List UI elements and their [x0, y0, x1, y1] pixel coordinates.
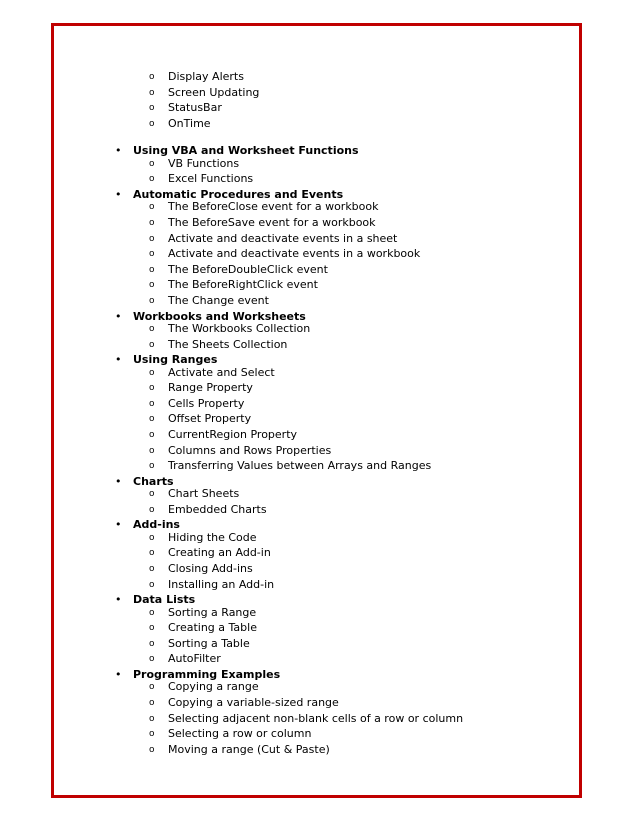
sub-list-item [0, 652, 638, 666]
hollow-circle-bullet-icon: o [149, 367, 155, 378]
sub-list-item [0, 381, 638, 395]
hollow-circle-bullet-icon: o [149, 429, 155, 440]
sub-list-item-label: StatusBar [168, 101, 222, 115]
sub-list-item [0, 294, 638, 308]
sub-list-item-label: The BeforeRightClick event [168, 278, 318, 292]
sub-list-item [0, 397, 638, 411]
sub-list-item [0, 680, 638, 694]
hollow-circle-bullet-icon: o [149, 202, 155, 213]
hollow-circle-bullet-icon: o [149, 638, 155, 649]
sub-list-item-label: Closing Add-ins [168, 561, 253, 575]
hollow-circle-bullet-icon: o [149, 579, 155, 590]
section-heading-label: Charts [133, 474, 174, 488]
sub-list-item [0, 366, 638, 380]
sub-list-item [0, 101, 638, 115]
sub-list-item [0, 637, 638, 651]
sub-list-item [0, 263, 638, 277]
sub-list-item [0, 727, 638, 741]
filled-circle-bullet-icon: • [115, 353, 122, 367]
sub-list-item [0, 621, 638, 635]
hollow-circle-bullet-icon: o [149, 532, 155, 543]
filled-circle-bullet-icon: • [115, 309, 122, 323]
sub-list-item-label: Activate and deactivate events in a sheet [168, 231, 398, 245]
sub-list-item-label: Installing an Add-in [168, 577, 275, 591]
hollow-circle-bullet-icon: o [149, 280, 155, 291]
sub-list-item-label: The BeforeSave event for a workbook [168, 215, 376, 229]
hollow-circle-bullet-icon: o [149, 607, 155, 618]
sub-list-item-label: The Change event [168, 293, 269, 307]
section-heading-label: Using Ranges [133, 353, 218, 367]
sub-list-item-label: Cells Property [168, 396, 245, 410]
sub-list-item [0, 428, 638, 442]
hollow-circle-bullet-icon: o [149, 563, 155, 574]
filled-circle-bullet-icon: • [115, 144, 122, 158]
sub-list-item-label: Activate and deactivate events in a workbook [168, 247, 421, 261]
hollow-circle-bullet-icon: o [149, 744, 155, 755]
hollow-circle-bullet-icon: o [149, 729, 155, 740]
hollow-circle-bullet-icon: o [149, 339, 155, 350]
sub-list-item-label: Display Alerts [168, 70, 244, 83]
sub-list-item [0, 531, 638, 545]
sub-list-item [0, 172, 638, 186]
sub-list-item [0, 578, 638, 592]
sub-list-item-label: VB Functions [168, 156, 240, 170]
sub-list-item-label: Transferring Values between Arrays and Ranges [168, 459, 432, 473]
sub-list-item-label: Selecting a row or column [168, 727, 312, 741]
sub-list-item-label: Sorting a Table [168, 636, 250, 650]
hollow-circle-bullet-icon: o [149, 174, 155, 185]
hollow-circle-bullet-icon: o [149, 414, 155, 425]
sub-list-item [0, 232, 638, 246]
sub-list-item-label: Creating a Table [168, 621, 257, 635]
filled-circle-bullet-icon: • [115, 187, 122, 201]
sub-list-item-label: The BeforeClose event for a workbook [168, 200, 379, 214]
sub-list-item-label: The BeforeDoubleClick event [168, 262, 328, 276]
sub-list-item-label: Hiding the Code [168, 530, 257, 544]
sub-list-item [0, 743, 638, 757]
sub-list-item-label: OnTime [168, 116, 211, 130]
hollow-circle-bullet-icon: o [149, 398, 155, 409]
sub-list-item-label: Moving a range (Cut & Paste) [168, 742, 330, 756]
sub-list-item-label: Creating an Add-in [168, 546, 271, 560]
sub-list-item-label: Columns and Rows Properties [168, 443, 332, 457]
hollow-circle-bullet-icon: o [149, 682, 155, 693]
filled-circle-bullet-icon: • [115, 474, 122, 488]
sub-list-item-label: Sorting a Range [168, 605, 257, 619]
sub-list-item-label: Chart Sheets [168, 487, 240, 501]
sub-list-item [0, 546, 638, 560]
filled-circle-bullet-icon: • [115, 518, 122, 532]
sub-list-item [0, 562, 638, 576]
sub-list-item [0, 70, 638, 84]
hollow-circle-bullet-icon: o [149, 489, 155, 500]
sub-list-item [0, 117, 638, 131]
hollow-circle-bullet-icon: o [149, 697, 155, 708]
hollow-circle-bullet-icon: o [149, 249, 155, 260]
sub-list-item [0, 487, 638, 501]
sub-list-item-label: Excel Functions [168, 172, 254, 186]
hollow-circle-bullet-icon: o [149, 72, 155, 82]
sub-list-item [0, 503, 638, 517]
hollow-circle-bullet-icon: o [149, 445, 155, 456]
sub-list-item-label: AutoFilter [168, 652, 221, 666]
sub-list-item [0, 606, 638, 620]
sub-list-item [0, 459, 638, 473]
sub-list-item [0, 712, 638, 726]
sub-list-item-label: Range Property [168, 381, 253, 395]
hollow-circle-bullet-icon: o [149, 623, 155, 634]
section-heading-label: Workbooks and Worksheets [133, 309, 306, 323]
hollow-circle-bullet-icon: o [149, 87, 155, 98]
sub-list-item-label: Screen Updating [168, 85, 260, 99]
hollow-circle-bullet-icon: o [149, 461, 155, 472]
sub-list-item [0, 278, 638, 292]
sub-list-item [0, 338, 638, 352]
section-heading-label: Using VBA and Worksheet Functions [133, 144, 359, 158]
hollow-circle-bullet-icon: o [149, 383, 155, 394]
sub-list-item-label: CurrentRegion Property [168, 427, 298, 441]
hollow-circle-bullet-icon: o [149, 504, 155, 515]
hollow-circle-bullet-icon: o [149, 264, 155, 275]
sub-list-item [0, 322, 638, 336]
sub-list-item [0, 696, 638, 710]
sub-list-item [0, 157, 638, 171]
hollow-circle-bullet-icon: o [149, 233, 155, 244]
sub-list-item [0, 216, 638, 230]
hollow-circle-bullet-icon: o [149, 548, 155, 559]
sub-list-item-label: Copying a range [168, 680, 259, 694]
hollow-circle-bullet-icon: o [149, 118, 155, 129]
sub-list-item [0, 86, 638, 100]
hollow-circle-bullet-icon: o [149, 654, 155, 665]
hollow-circle-bullet-icon: o [149, 713, 155, 724]
section-heading-label: Programming Examples [133, 667, 281, 681]
sub-list-item-label: Offset Property [168, 412, 252, 426]
sub-list-item-label: The Sheets Collection [168, 337, 288, 351]
hollow-circle-bullet-icon: o [149, 323, 155, 334]
sub-list-item-label: Embedded Charts [168, 502, 267, 516]
sub-list-item-label: Selecting adjacent non-blank cells of a row or column [168, 711, 464, 725]
sub-list-item [0, 200, 638, 214]
section-heading-label: Data Lists [133, 593, 196, 607]
sub-list-item [0, 247, 638, 261]
hollow-circle-bullet-icon: o [149, 103, 155, 114]
section-heading-label: Automatic Procedures and Events [133, 187, 344, 201]
hollow-circle-bullet-icon: o [149, 295, 155, 306]
filled-circle-bullet-icon: • [115, 593, 122, 607]
sub-list-item-label: The Workbooks Collection [168, 321, 311, 335]
sub-list-item [0, 412, 638, 426]
sub-list-item [0, 444, 638, 458]
section-heading-label: Add-ins [133, 518, 180, 532]
sub-list-item-label: Copying a variable-sized range [168, 695, 339, 709]
hollow-circle-bullet-icon: o [149, 217, 155, 228]
sub-list-item-label: Activate and Select [168, 365, 275, 379]
hollow-circle-bullet-icon: o [149, 158, 155, 169]
filled-circle-bullet-icon: • [115, 667, 122, 681]
